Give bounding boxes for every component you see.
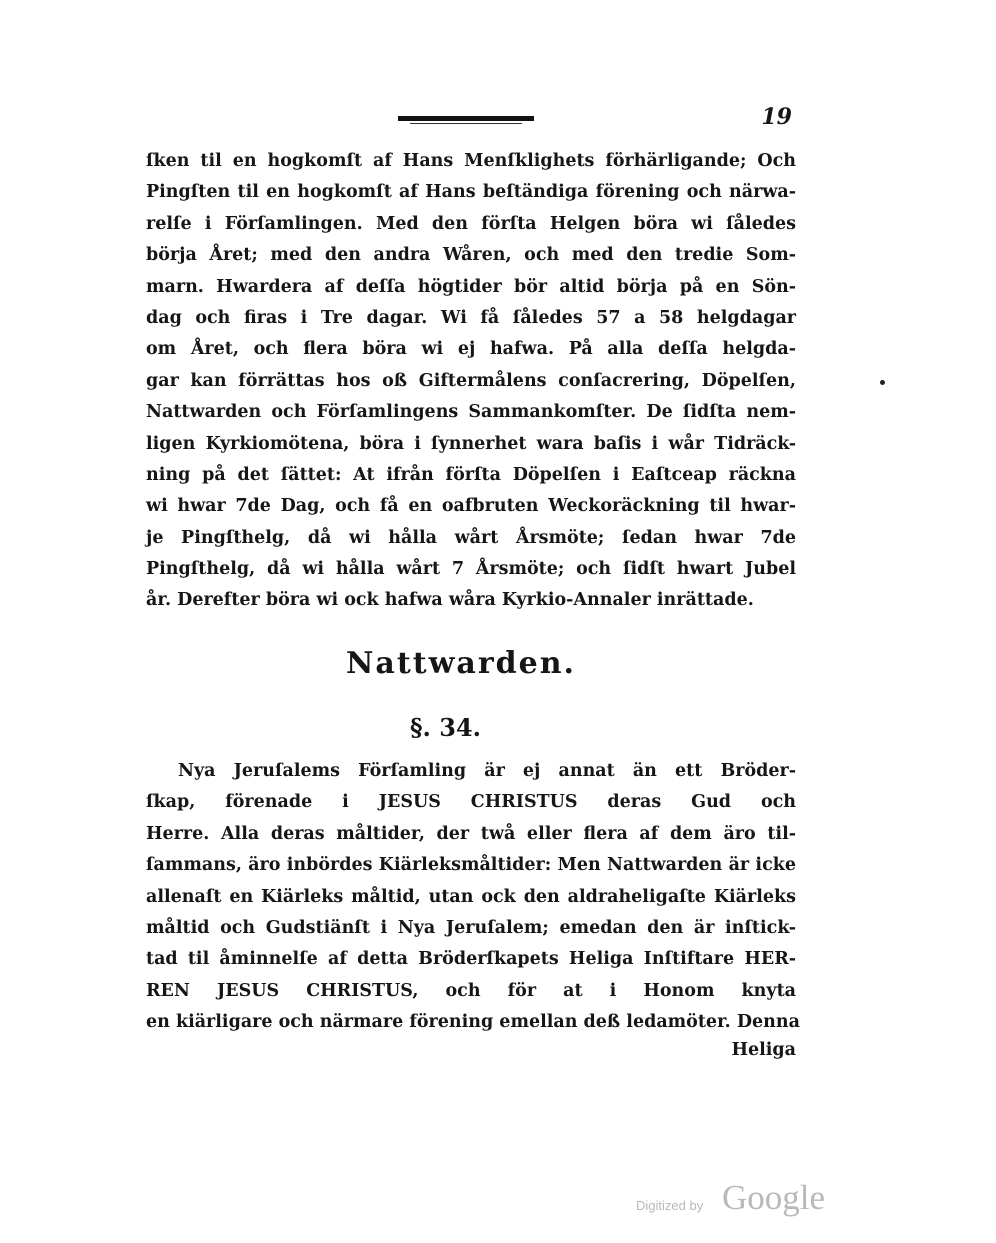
text-line: marn. Hwardera af deſſa högtider bör altid börja på en Sön- (146, 276, 796, 297)
page-number: 19 (761, 104, 792, 130)
text-line: tad til åminnelſe af detta Bröderſkapets Heliga Inſtiftare HER- (146, 949, 796, 970)
header-rule-thick (398, 116, 534, 121)
text-line: år. Derefter böra wi ock hafwa wåra Kyrkio-Annaler inrättade. (146, 590, 754, 611)
text-line: Nya Jeruſalems Förſamling är ej annat än ett Bröder- (178, 761, 796, 781)
margin-ink-dot (880, 380, 885, 385)
digitized-watermark (630, 1178, 850, 1218)
watermark-brand: Google (722, 1178, 826, 1217)
text-line: dag och firas i Tre dagar. Wi få ſåledes 57 a 58 helgdagar (146, 307, 796, 328)
text-line: Pingſten til en hogkomſt af Hans beſtändiga förening och närwa- (146, 182, 796, 203)
text-line: wi hwar 7de Dag, och få en oafbruten Weckoräckning til hwar- (146, 496, 796, 517)
text-line: ligen Kyrkiomötena, böra i ſynnerhet wara baſis i wår Tidräck- (146, 433, 796, 454)
catchword: Heliga (731, 1040, 796, 1060)
text-block-1 (146, 146, 796, 617)
text-line: relſe i Förſamlingen. Med den förſta Helgen böra wi ſåledes (146, 213, 796, 234)
text-block-2 (146, 756, 800, 1039)
text-line: allenaſt en Kiärleks måltid, utan ock den aldraheligaſte Kiärleks (146, 886, 796, 907)
text-line: om Året, och flera böra wi ej hafwa. På alla deſſa helgda- (146, 339, 796, 360)
text-line: ſken til en hogkomſt af Hans Menſklighets förhärligande; Och (146, 151, 796, 171)
text-line: måltid och Gudstiänſt i Nya Jeruſalem; emedan den är inſtick- (146, 917, 796, 938)
text-line: ſkap, förenade i JESUS CHRISTUS deras Gud och (146, 792, 796, 813)
watermark-prefix: Digitized by (636, 1198, 704, 1213)
text-line: ning på det ſättet: At ifrån förſta Döpelſen i Eaſtceap räckna (146, 464, 796, 485)
text-line: Herre. Alla deras måltider, der twå eller flera af dem äro til- (146, 823, 796, 844)
section-title: Nattwarden. (346, 646, 576, 681)
header-rule-thin (410, 123, 522, 124)
text-line: börja Året; med den andra Wåren, och med den tredie Som- (146, 245, 796, 266)
text-line: gar kan förrättas hos oß Giftermålens conſacrering, Döpelſen, (146, 370, 796, 391)
header-ornament-rule (398, 116, 534, 125)
text-line: REN JESUS CHRISTUS, och för at i Honom knyta (146, 980, 796, 1001)
text-line: Pingſthelg, då wi hålla wårt 7 Årsmöte; och ſidſt hwart Jubel (146, 559, 796, 580)
text-line: je Pingſthelg, då wi hålla wårt Årsmöte; ſedan hwar 7de (146, 527, 796, 548)
paragraph-number: §. 34. (410, 713, 482, 742)
text-line: en kiärligare och närmare förening emellan deß ledamöter. Denna (146, 1012, 800, 1033)
text-line: Nattwarden och Förſamlingens Sammankomſter. De ſidſta nem- (146, 402, 796, 423)
text-line: ſammans, äro inbördes Kiärleksmåltider: Men Nattwarden är icke (146, 855, 796, 876)
